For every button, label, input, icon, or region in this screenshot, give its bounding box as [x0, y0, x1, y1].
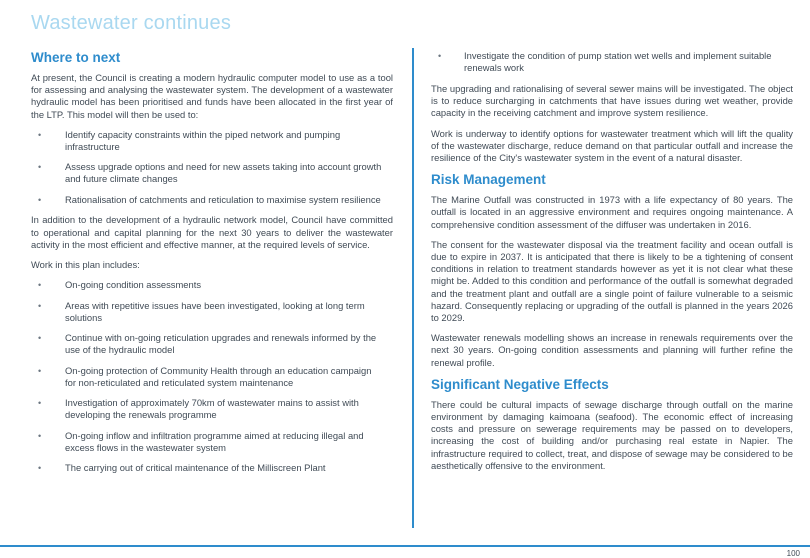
risk-paragraph-2: The consent for the wastewater disposal via the treatment facility and ocean outfall is due to expire in 2037. It is anticipated that there is likely to be a tightening of consent conditions in relation to treatment standards however as yet it is not clear what these might be. Added to this condition and performance of the outfall is somewhat degraded and the treatment plant and outfall are a single point of failure vulnerable to a seismic hazard. Consequently replacing or upgrading of the outfall is planned in the years 2026 to 2029.	[431, 238, 793, 324]
list-item	[31, 365, 393, 389]
risk-paragraph-3: Wastewater renewals modelling shows an increase in renewals requirements over the next 30 years. On-going condition assessments and planning will further refine the renewal profile.	[431, 332, 793, 368]
list-item	[31, 161, 393, 185]
bullet-icon: •	[38, 365, 42, 376]
model-uses-list	[31, 129, 393, 206]
page-number: 100	[786, 549, 800, 558]
list-item-text: Assess upgrade options and need for new assets taking into account growth and future climate changes	[65, 161, 382, 185]
list-item	[31, 279, 393, 291]
list-item	[31, 462, 393, 474]
negative-effects-paragraph: There could be cultural impacts of sewage discharge through outfall on the marine environment by damaging kaimoana (seafood). The economic effect of increasing costs and pressure on sewerage requirements may be passed on to developers, increasing the cost of building and/or purchasing real estate in Napier. The infrastructure required to collect, treat, and dispose of sewage may be considered to be aesthetically offensive to the environment.	[431, 398, 793, 471]
work-items-list	[31, 279, 393, 474]
section-heading-negative-effects: Significant Negative Effects	[431, 376, 609, 392]
list-item	[31, 300, 393, 324]
bullet-icon: •	[38, 162, 42, 173]
bullet-icon: •	[38, 463, 42, 474]
list-item	[31, 397, 393, 421]
column-divider	[412, 48, 414, 528]
list-item-text: Continue with on-going reticulation upgrades and renewals informed by the use of the hydraulic model	[65, 332, 377, 356]
list-item-text: The carrying out of critical maintenance of the Milliscreen Plant	[65, 462, 326, 474]
list-item-text: Investigate the condition of pump station wet wells and implement suitable renewals work	[464, 50, 772, 73]
section-heading-risk-management: Risk Management	[431, 172, 546, 188]
risk-paragraph-1: The Marine Outfall was constructed in 1973 with a life expectancy of 80 years. The outfall is located in an aggressive environment and requires ongoing maintenance. A comprehensive condition assessment of the diffuser was undertaken in 2016.	[431, 194, 793, 230]
list-item-text: Areas with repetitive issues have been investigated, looking at long term solutions	[65, 299, 365, 323]
page-title: Wastewater continues	[31, 12, 232, 34]
list-item	[31, 430, 393, 454]
right-column	[431, 50, 793, 480]
continued-work-items-list	[431, 50, 793, 74]
list-item-text: On-going inflow and infiltration programme aimed at reducing illegal and excess flows in the wastewater system	[65, 429, 364, 453]
planning-paragraph: In addition to the development of a hydraulic network model, Council have committed to operational and capital planning for the next 30 years to deliver the wastewater activity in the most efficient and effective manner, at the required levels of service.	[31, 214, 393, 250]
bullet-icon: •	[38, 280, 42, 291]
bullet-icon: •	[38, 129, 42, 140]
sewer-mains-paragraph: The upgrading and rationalising of several sewer mains will be investigated. The object is to reduce surcharging in catchments that have issues during wet weather, provide capacity in the receiving catchment and improve system resilience.	[431, 83, 793, 119]
list-item	[31, 194, 393, 206]
bullet-icon: •	[438, 51, 442, 61]
bullet-icon: •	[38, 333, 42, 344]
left-column	[31, 50, 393, 483]
bullet-icon: •	[38, 398, 42, 409]
list-item-text: On-going condition assessments	[65, 279, 202, 291]
list-item	[31, 332, 393, 356]
bullet-icon: •	[38, 430, 42, 441]
list-item-text: On-going protection of Community Health through an education campaign for non-reticulated and reticulated system maintenance	[65, 364, 372, 388]
bullet-icon: •	[38, 300, 42, 311]
bullet-icon: •	[38, 194, 42, 205]
list-item	[31, 129, 393, 153]
list-item	[431, 50, 793, 74]
treatment-paragraph: Work is underway to identify options for wastewater treatment which will lift the quality of the wastewater discharge, reduce demand on that particular outfall and increase the resilience of the City's wastewater system in the event of a natural disaster.	[431, 127, 793, 164]
section-heading-where-to-next: Where to next	[31, 50, 121, 65]
list-item-text: Investigation of approximately 70km of wastewater mains to assist with developing the renewals programme	[65, 397, 359, 421]
list-item-text: Identify capacity constraints within the piped network and pumping infrastructure	[65, 128, 341, 152]
intro-paragraph: At present, the Council is creating a modern hydraulic computer model to use as a tool for assessing and analysing the wastewater system. The development of a wastewater hydraulic model has been prioritised and funds have been allocated in the first year of the LTP. This model will then be used to:	[31, 72, 393, 120]
footer-rule	[0, 545, 810, 547]
work-intro: Work in this plan includes:	[31, 258, 140, 270]
list-item-text: Rationalisation of catchments and reticulation to maximise system resilience	[65, 193, 381, 205]
